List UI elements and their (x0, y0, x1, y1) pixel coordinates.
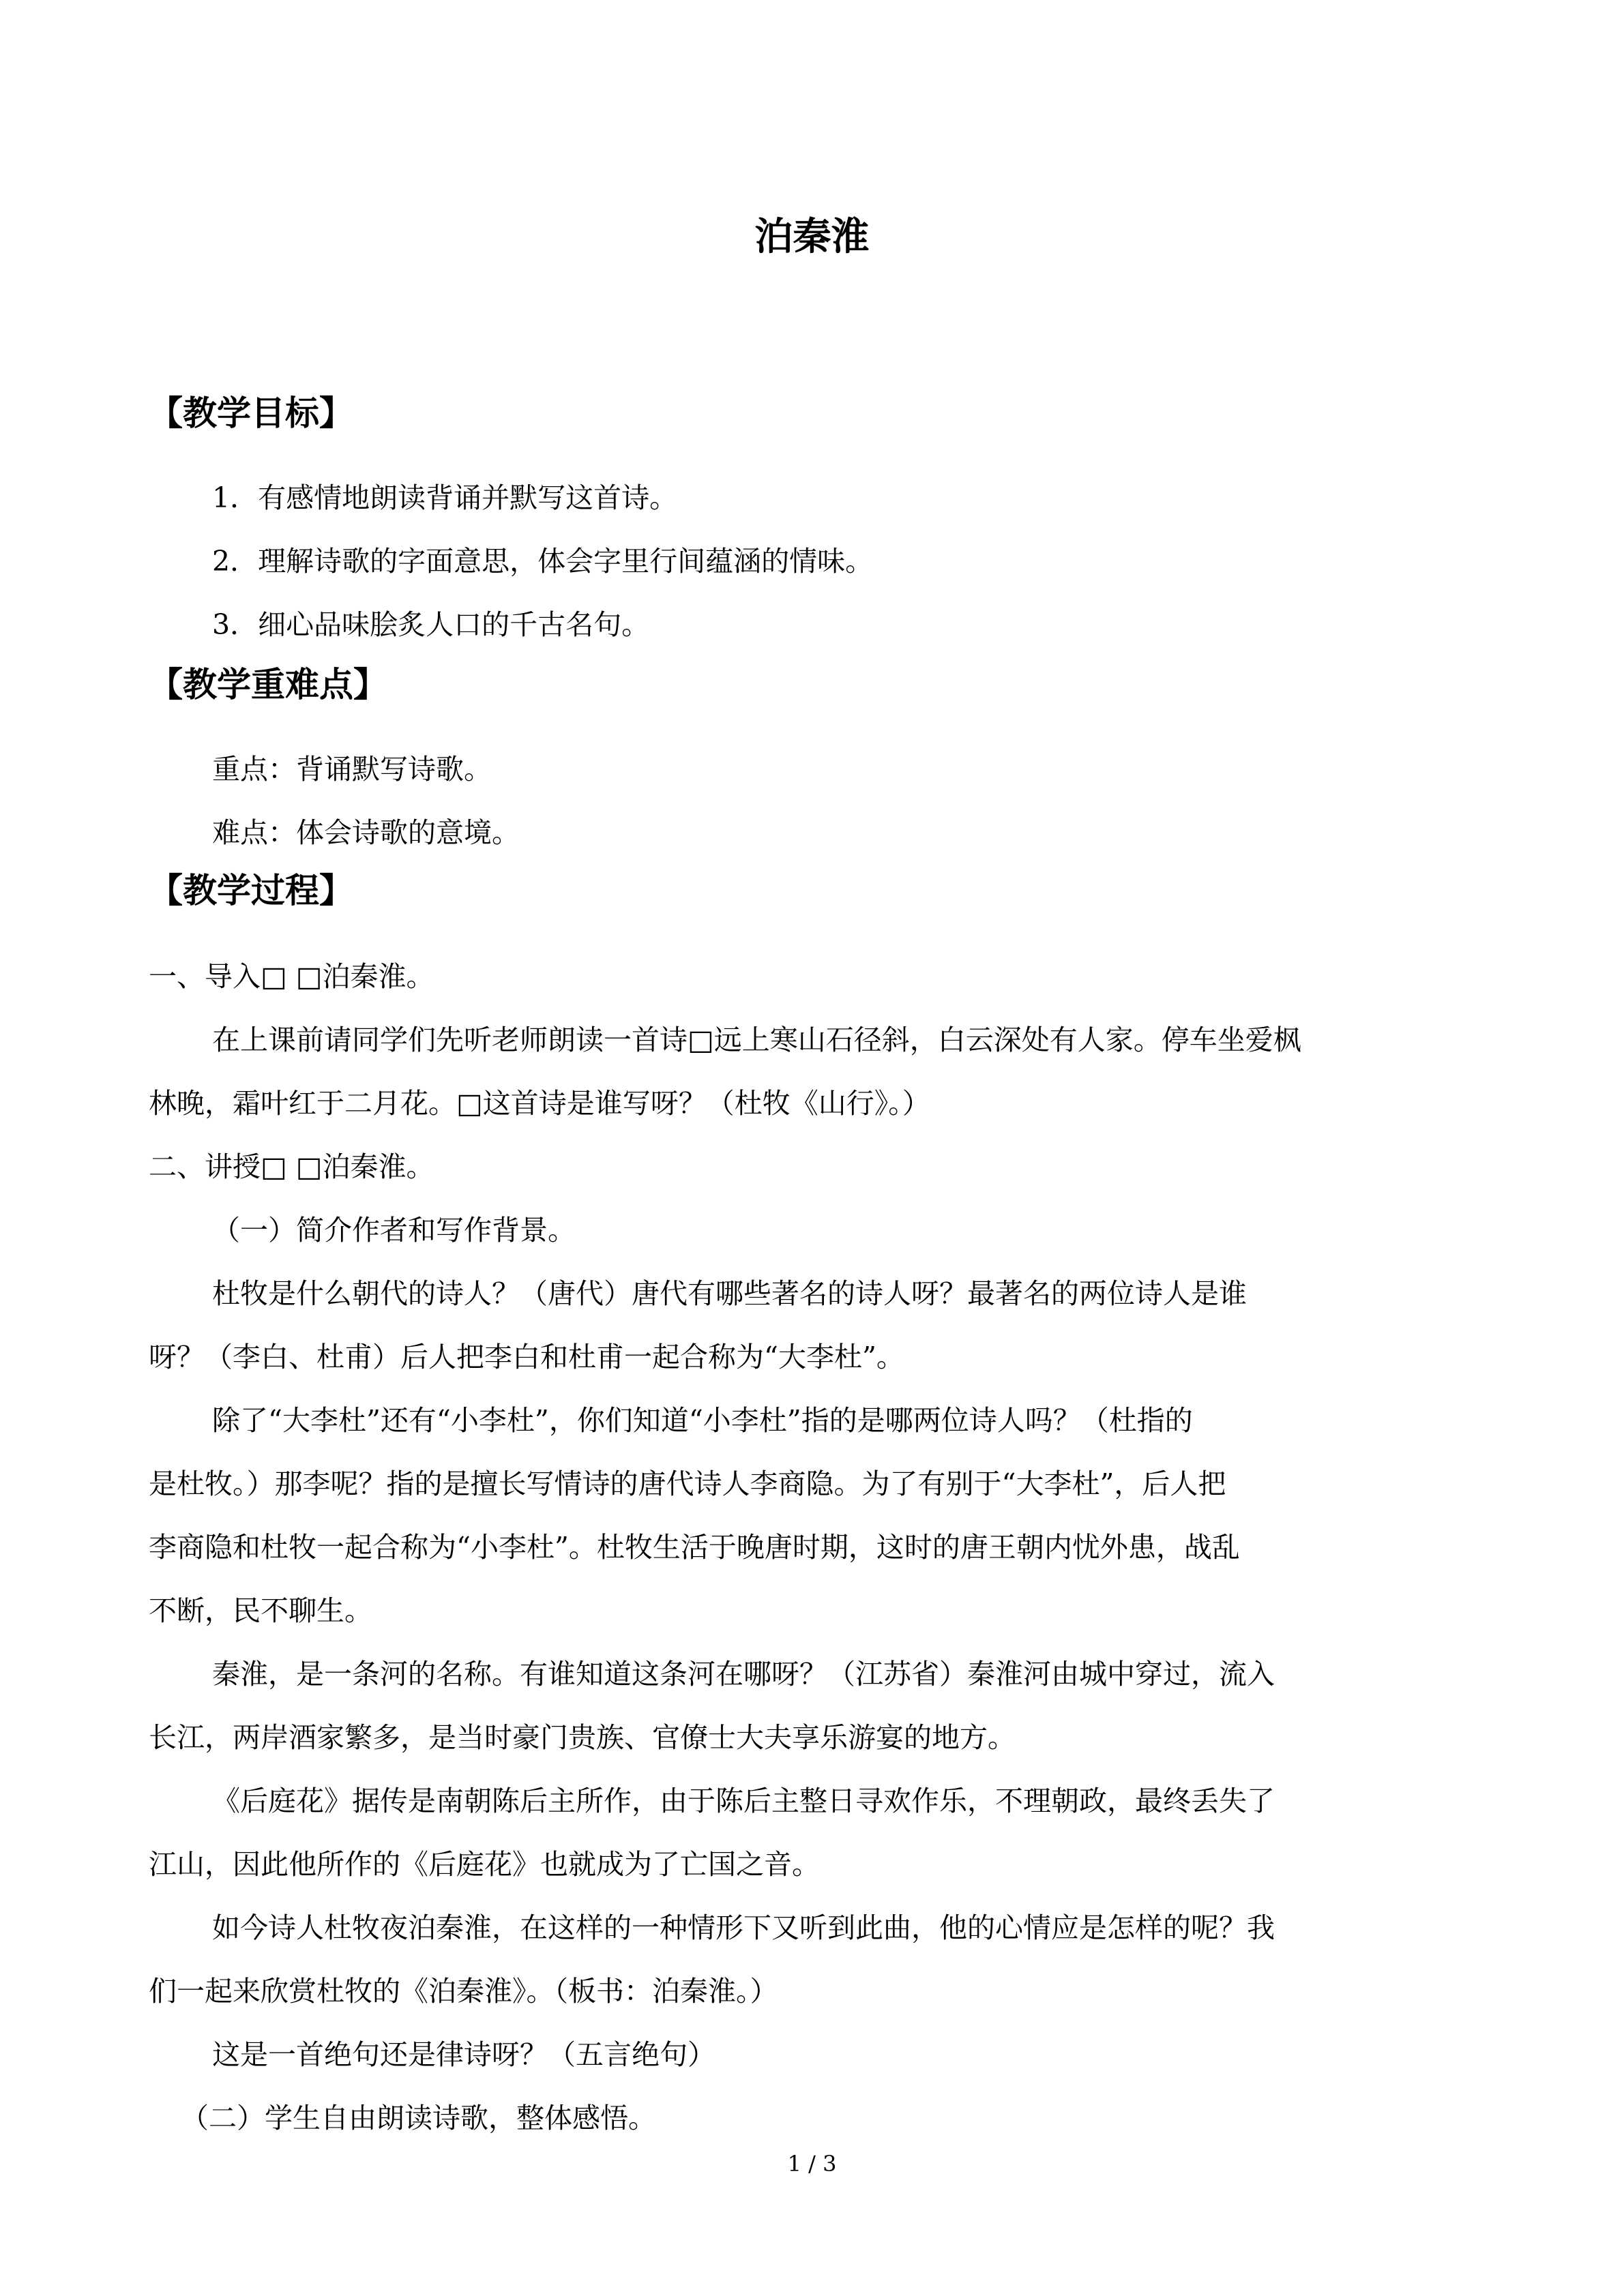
page-number: 1 / 3 (787, 2151, 837, 2177)
paragraph-line: 如今诗人杜牧夜泊秦淮，在这样的一种情形下又听到此曲，他的心情应是怎样的呢？我 (212, 1911, 1275, 1944)
paragraph-line: 杜牧是什么朝代的诗人？（唐代）唐代有哪些著名的诗人呀？最著名的两位诗人是谁 (212, 1277, 1247, 1310)
heading-teaching-process: 【教学过程】 (149, 871, 353, 910)
objective-item: 3．细心品味脍炙人口的千古名句。 (212, 608, 650, 641)
key-point-item: 重点：背诵默写诗歌。 (212, 753, 492, 786)
difficult-point-item: 难点：体会诗歌的意境。 (212, 816, 520, 849)
paragraph-line: 是杜牧。）那李呢？指的是擅长写情诗的唐代诗人李商隐。为了有别于“大李杜”，后人把 (149, 1467, 1226, 1500)
key-points-list (149, 738, 1481, 865)
paragraph-line: 李商隐和杜牧一起合称为“小李杜”。杜牧生活于晚唐时期，这时的唐王朝内忧外患，战乱 (149, 1531, 1240, 1564)
paragraph-line: 秦淮，是一条河的名称。有谁知道这条河在哪呀？（江苏省）秦淮河由城中穿过，流入 (212, 1658, 1275, 1690)
subsection-heading: （二）学生自由朗读诗歌，整体感悟。 (181, 2102, 656, 2134)
paragraph-line: 这是一首绝句还是律诗呀？（五言绝句） (212, 2038, 715, 2071)
paragraph-line: 林晚，霜叶红于二月花。□这首诗是谁写呀？（杜牧《山行》。） (149, 1087, 930, 1120)
paragraph-line: 呀？（李白、杜甫）后人把李白和杜甫一起合称为“大李杜”。 (149, 1341, 904, 1373)
paragraph-line: 不断，民不聊生。 (149, 1594, 372, 1627)
objectives-list (149, 466, 1481, 657)
paragraph-line: 长江，两岸酒家繁多，是当时豪门贵族、官僚士大夫享乐游宴的地方。 (149, 1721, 1016, 1754)
process-body (149, 945, 1481, 2150)
paragraph-line: 《后庭花》据传是南朝陈后主所作，由于陈后主整日寻欢作乐，不理朝政，最终丢失了 (212, 1785, 1275, 1817)
subsection-heading: （一）简介作者和写作背景。 (212, 1214, 576, 1247)
heading-key-difficult-points: 【教学重难点】 (149, 665, 387, 704)
objective-item: 2．理解诗歌的字面意思，体会字里行间蕴涵的情味。 (212, 545, 874, 578)
paragraph-line: 们一起来欣赏杜牧的《泊秦淮》。（板书：泊秦淮。） (149, 1975, 778, 2008)
paragraph-line: 在上课前请同学们先听老师朗读一首诗□远上寒山石径斜，白云深处有人家。停车坐爱枫 (212, 1024, 1301, 1056)
paragraph-line: 除了“大李杜”还有“小李杜”，你们知道“小李杜”指的是哪两位诗人吗？（杜指的 (212, 1404, 1193, 1437)
teaching-line: 二、讲授□ □泊秦淮。 (149, 1150, 434, 1183)
document-title: 泊秦淮 (754, 215, 870, 259)
heading-teaching-objectives: 【教学目标】 (149, 393, 353, 433)
objective-item: 1．有感情地朗读背诵并默写这首诗。 (212, 481, 678, 514)
paragraph-line: 江山，因此他所作的《后庭花》也就成为了亡国之音。 (149, 1848, 820, 1881)
intro-line: 一、导入□ □泊秦淮。 (149, 960, 434, 993)
